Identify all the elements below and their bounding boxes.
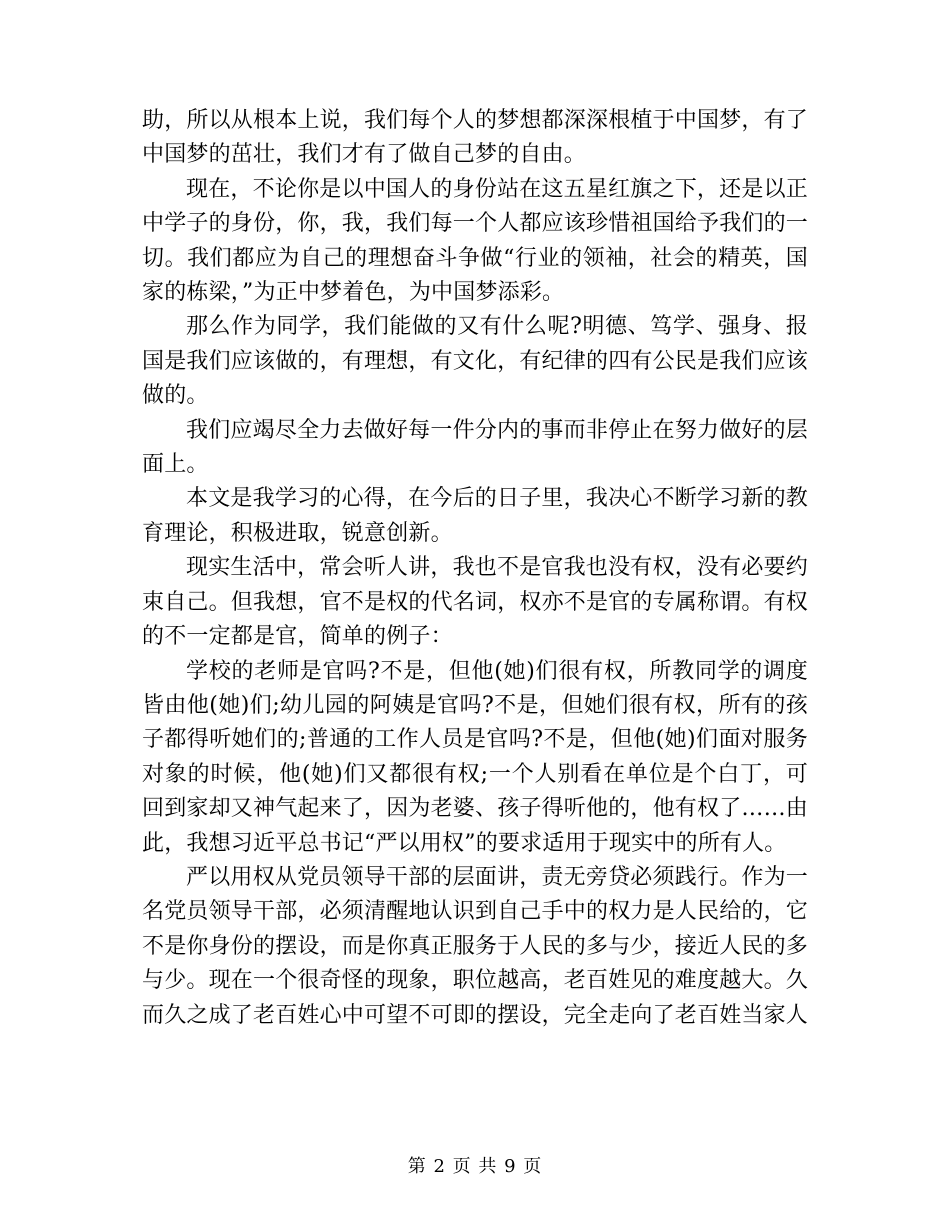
page-number-label: 第 2 页 共 9 页 xyxy=(407,1156,543,1177)
paragraph-7: 学校的老师是官吗?不是，但他(她)们很有权，所教同学的调度皆由他(她)们;幼儿园的阿姨是官吗?不是，但她们很有权，所有的孩子都得听她们的;普通的工作人员是官吗?不是，但他(她)们面对服务对象的时候，他(她)们又都很有权;一个人别看在单位是个白丁，可回到家却又神气起来了，因为老婆、孩子得听他的，他有权了……由此，我想习近平总书记“严以用权”的要求适用于现实中的所有人。 xyxy=(142,658,809,856)
paragraph-1: 助，所以从根本上说，我们每个人的梦想都深深根植于中国梦，有了中国梦的茁壮，我们才有了做自己梦的自由。 xyxy=(142,108,809,168)
page-body xyxy=(142,104,808,1033)
paragraph-6: 现实生活中，常会听人讲，我也不是官我也没有权，没有必要约束自己。但我想，官不是权的代名词，权亦不是官的专属称谓。有权的不一定都是官，简单的例子： xyxy=(142,555,809,650)
paragraph-2: 现在，不论你是以中国人的身份站在这五星红旗之下，还是以正中学子的身份，你，我，我们每一个人都应该珍惜祖国给予我们的一切。我们都应为自己的理想奋斗争做“行业的领袖，社会的精英，国家的栋梁，”为正中梦着色，为中国梦添彩。 xyxy=(142,176,809,306)
paragraph-5: 本文是我学习的心得，在今后的日子里，我决心不断学习新的教育理论，积极进取，锐意创新。 xyxy=(142,486,808,546)
paragraph-3: 那么作为同学，我们能做的又有什么呢?明德、笃学、强身、报国是我们应该做的，有理想，有文化，有纪律的四有公民是我们应该做的。 xyxy=(142,314,809,409)
paragraph-8: 严以用权从党员领导干部的层面讲，责无旁贷必须践行。作为一名党员领导干部，必须清醒地认识到自己手中的权力是人民给的，它不是你身份的摆设，而是你真正服务于人民的多与少，接近人民的多与少。现在一个很奇怪的现象，职位越高，老百姓见的难度越大。久而久之成了老百姓心中可望不可即的摆设，完全走向了老百姓当家人 xyxy=(142,864,809,1028)
paragraph-4: 我们应竭尽全力去做好每一件分内的事而非停止在努力做好的层面上。 xyxy=(142,417,808,478)
page-footer xyxy=(0,1152,950,1178)
